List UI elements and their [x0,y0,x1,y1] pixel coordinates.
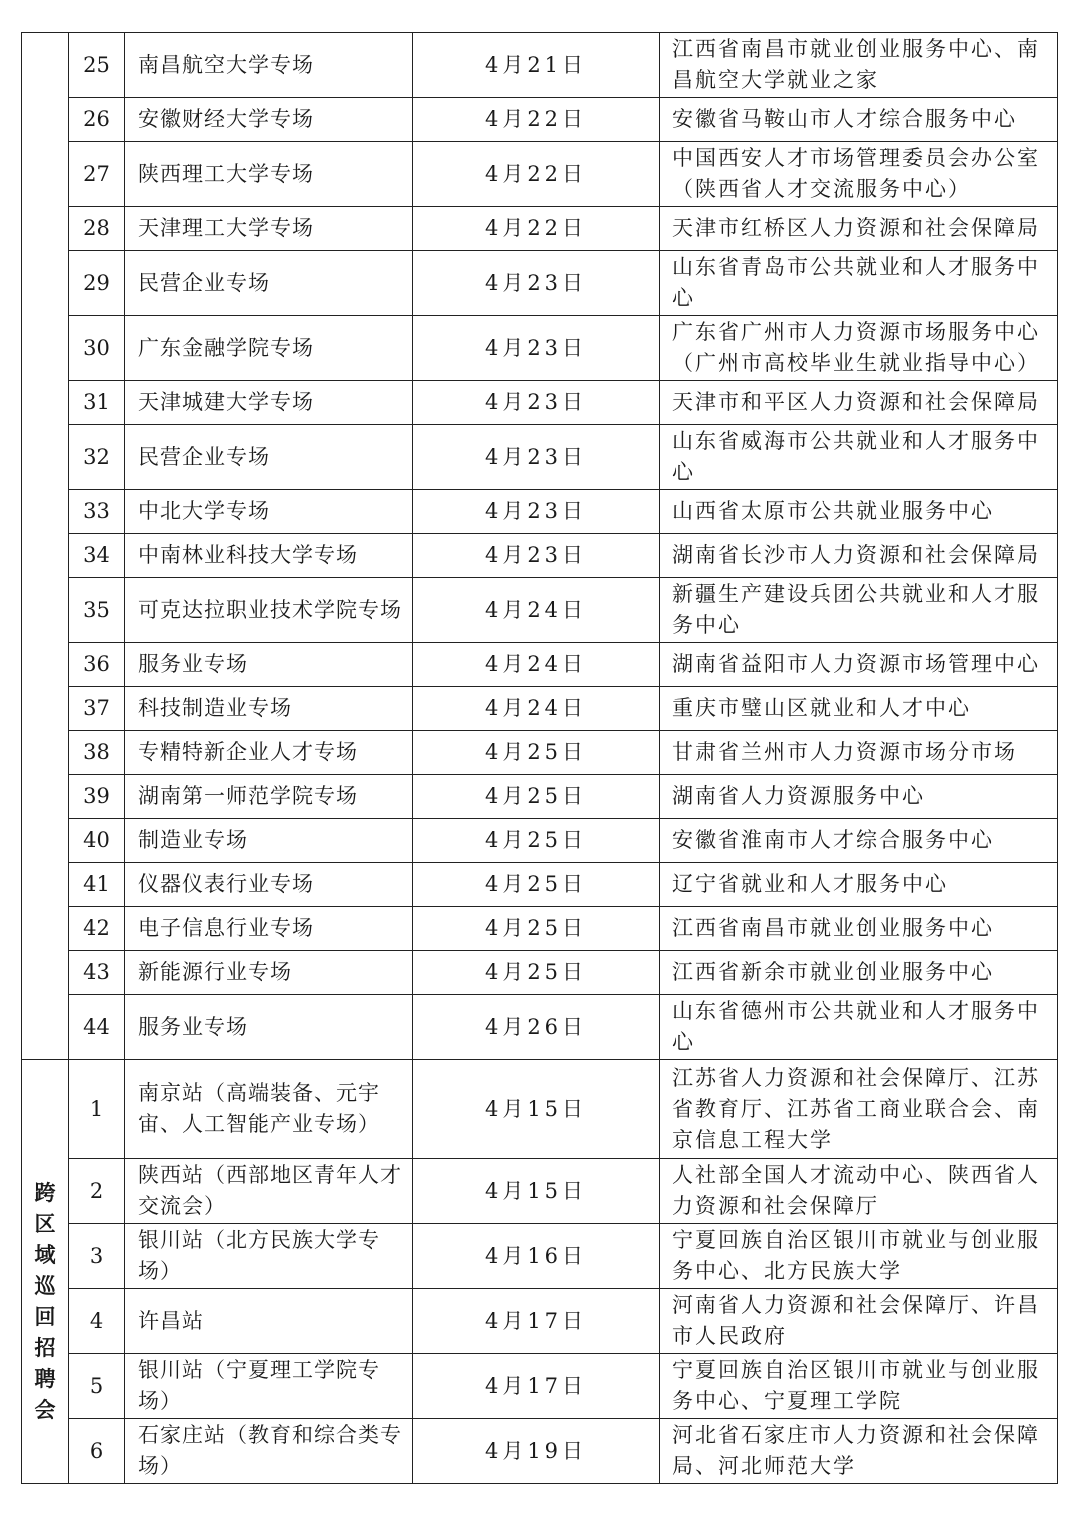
event-name: 民营企业专场 [125,425,413,490]
category-cell [22,33,69,1060]
row-number: 34 [69,534,125,578]
row-number: 1 [69,1060,125,1159]
row-number: 32 [69,425,125,490]
organizer: 江西省南昌市就业创业服务中心、南昌航空大学就业之家 [660,33,1058,98]
row-number: 38 [69,731,125,775]
table-row [22,1419,1058,1484]
event-date: 4月21日 [413,33,660,98]
event-name: 服务业专场 [125,643,413,687]
table-row [22,1224,1058,1289]
organizer: 湖南省益阳市人力资源市场管理中心 [660,643,1058,687]
event-name: 制造业专场 [125,819,413,863]
row-number: 2 [69,1159,125,1224]
table-row [22,142,1058,207]
event-name: 银川站（宁夏理工学院专场） [125,1354,413,1419]
row-number: 40 [69,819,125,863]
table-row [22,98,1058,142]
organizer: 山东省青岛市公共就业和人才服务中心 [660,251,1058,316]
table-body [22,33,1058,1484]
event-date: 4月15日 [413,1159,660,1224]
event-date: 4月23日 [413,425,660,490]
row-number: 33 [69,490,125,534]
row-number: 44 [69,995,125,1060]
row-number: 25 [69,33,125,98]
row-number: 30 [69,316,125,381]
event-name: 石家庄站（教育和综合类专场） [125,1419,413,1484]
event-name: 天津理工大学专场 [125,207,413,251]
event-name: 服务业专场 [125,995,413,1060]
row-number: 4 [69,1289,125,1354]
organizer: 天津市和平区人力资源和社会保障局 [660,381,1058,425]
event-name: 电子信息行业专场 [125,907,413,951]
row-number: 39 [69,775,125,819]
table-row [22,381,1058,425]
event-date: 4月15日 [413,1060,660,1159]
event-name: 广东金融学院专场 [125,316,413,381]
event-date: 4月17日 [413,1289,660,1354]
event-date: 4月23日 [413,490,660,534]
event-name: 可克达拉职业技术学院专场 [125,578,413,643]
table-row [22,731,1058,775]
organizer: 河南省人力资源和社会保障厅、许昌市人民政府 [660,1289,1058,1354]
row-number: 6 [69,1419,125,1484]
event-date: 4月22日 [413,207,660,251]
organizer: 山东省威海市公共就业和人才服务中心 [660,425,1058,490]
organizer: 山东省德州市公共就业和人才服务中心 [660,995,1058,1060]
table-row [22,534,1058,578]
row-number: 3 [69,1224,125,1289]
organizer: 新疆生产建设兵团公共就业和人才服务中心 [660,578,1058,643]
event-date: 4月23日 [413,316,660,381]
organizer: 辽宁省就业和人才服务中心 [660,863,1058,907]
table-row [22,995,1058,1060]
row-number: 29 [69,251,125,316]
category-label: 跨区域巡回招聘会 [34,1180,56,1422]
table-row [22,251,1058,316]
table-row [22,1289,1058,1354]
row-number: 27 [69,142,125,207]
event-date: 4月25日 [413,775,660,819]
event-date: 4月25日 [413,819,660,863]
table-row [22,643,1058,687]
event-name: 专精特新企业人才专场 [125,731,413,775]
table-row [22,1159,1058,1224]
organizer: 甘肃省兰州市人力资源市场分市场 [660,731,1058,775]
organizer: 重庆市璧山区就业和人才中心 [660,687,1058,731]
event-name: 民营企业专场 [125,251,413,316]
event-name: 科技制造业专场 [125,687,413,731]
organizer: 安徽省淮南市人才综合服务中心 [660,819,1058,863]
table-row [22,687,1058,731]
category-cell [22,1060,69,1484]
event-date: 4月23日 [413,534,660,578]
event-date: 4月16日 [413,1224,660,1289]
table-row [22,863,1058,907]
organizer: 湖南省人力资源服务中心 [660,775,1058,819]
row-number: 41 [69,863,125,907]
event-date: 4月26日 [413,995,660,1060]
event-date: 4月25日 [413,951,660,995]
table-row [22,316,1058,381]
organizer: 江苏省人力资源和社会保障厅、江苏省教育厅、江苏省工商业联合会、南京信息工程大学 [660,1060,1058,1159]
row-number: 42 [69,907,125,951]
table-row [22,951,1058,995]
event-date: 4月24日 [413,687,660,731]
event-date: 4月25日 [413,731,660,775]
organizer: 广东省广州市人力资源市场服务中心（广州市高校毕业生就业指导中心） [660,316,1058,381]
event-date: 4月23日 [413,251,660,316]
organizer: 河北省石家庄市人力资源和社会保障局、河北师范大学 [660,1419,1058,1484]
event-name: 银川站（北方民族大学专场） [125,1224,413,1289]
organizer: 中国西安人才市场管理委员会办公室（陕西省人才交流服务中心） [660,142,1058,207]
table-row [22,1354,1058,1419]
event-date: 4月23日 [413,381,660,425]
event-date: 4月22日 [413,98,660,142]
table-row [22,490,1058,534]
event-name: 中北大学专场 [125,490,413,534]
row-number: 36 [69,643,125,687]
row-number: 5 [69,1354,125,1419]
row-number: 26 [69,98,125,142]
event-name: 中南林业科技大学专场 [125,534,413,578]
table-row [22,1060,1058,1159]
event-name: 仪器仪表行业专场 [125,863,413,907]
table-row [22,775,1058,819]
table-row [22,819,1058,863]
row-number: 28 [69,207,125,251]
organizer: 江西省新余市就业创业服务中心 [660,951,1058,995]
organizer: 天津市红桥区人力资源和社会保障局 [660,207,1058,251]
organizer: 山西省太原市公共就业服务中心 [660,490,1058,534]
table-row [22,425,1058,490]
organizer: 安徽省马鞍山市人才综合服务中心 [660,98,1058,142]
event-date: 4月19日 [413,1419,660,1484]
event-date: 4月25日 [413,863,660,907]
event-name: 南京站（高端装备、元宇宙、人工智能产业专场） [125,1060,413,1159]
organizer: 宁夏回族自治区银川市就业与创业服务中心、北方民族大学 [660,1224,1058,1289]
event-date: 4月24日 [413,578,660,643]
row-number: 35 [69,578,125,643]
event-date: 4月24日 [413,643,660,687]
table-row [22,907,1058,951]
event-name: 陕西理工大学专场 [125,142,413,207]
organizer: 湖南省长沙市人力资源和社会保障局 [660,534,1058,578]
table-row [22,578,1058,643]
event-name: 新能源行业专场 [125,951,413,995]
event-name: 南昌航空大学专场 [125,33,413,98]
event-name: 湖南第一师范学院专场 [125,775,413,819]
event-name: 天津城建大学专场 [125,381,413,425]
event-date: 4月17日 [413,1354,660,1419]
organizer: 江西省南昌市就业创业服务中心 [660,907,1058,951]
event-date: 4月22日 [413,142,660,207]
row-number: 43 [69,951,125,995]
event-name: 许昌站 [125,1289,413,1354]
event-date: 4月25日 [413,907,660,951]
event-name: 安徽财经大学专场 [125,98,413,142]
table-row [22,33,1058,98]
row-number: 31 [69,381,125,425]
event-name: 陕西站（西部地区青年人才交流会） [125,1159,413,1224]
row-number: 37 [69,687,125,731]
table-row [22,207,1058,251]
organizer: 人社部全国人才流动中心、陕西省人力资源和社会保障厅 [660,1159,1058,1224]
organizer: 宁夏回族自治区银川市就业与创业服务中心、宁夏理工学院 [660,1354,1058,1419]
job-fair-schedule-table [21,32,1058,1484]
